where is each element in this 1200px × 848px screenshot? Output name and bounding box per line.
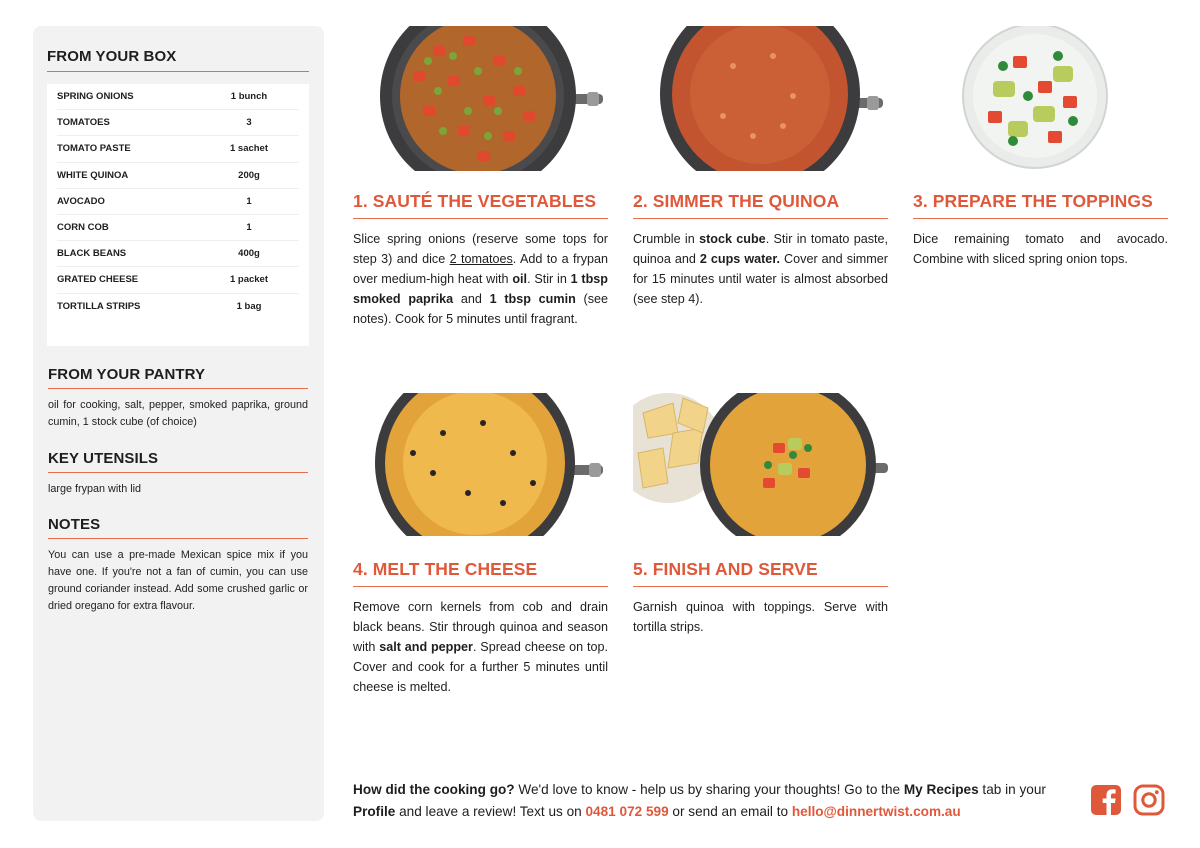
profile-label: Profile [353, 804, 396, 819]
utensils-title: KEY UTENSILS [48, 450, 159, 467]
ingredient-row [57, 136, 299, 162]
instagram-icon[interactable] [1133, 784, 1165, 816]
divider [48, 472, 308, 473]
ingredient-name: TORTILLA STRIPS [57, 301, 141, 313]
ingredient-name: TOMATOES [57, 117, 110, 129]
divider [48, 538, 308, 539]
step-3 [913, 191, 1168, 269]
ingredient-qty: 1 packet [229, 274, 269, 286]
ingredient-qty: 3 [246, 117, 252, 129]
step-5 [633, 559, 888, 637]
divider [633, 218, 888, 219]
step-2 [633, 191, 888, 309]
ingredient-qty: 1 bunch [230, 91, 268, 103]
step-title: 5. FINISH AND SERVE [633, 559, 818, 579]
facebook-icon[interactable] [1090, 784, 1122, 816]
notes-text: You can use a pre-made Mexican spice mix if you have one. If you're not a fan of cumin, you can use ground coriander instead. Add some crushed garlic or dried oregano for extra flavour. [48, 549, 308, 612]
step-text: Garnish quinoa with toppings. Serve with tortilla strips. [633, 600, 888, 634]
feedback-footer: How did the cooking go? We'd love to know - help us by sharing your thoughts! Go to the My Recipes tab in your Profile and leave a review! Text us on 0481 072 599 or send an email to hello@dinnertwist.com.au [353, 782, 1046, 819]
divider [353, 218, 608, 219]
ingredient-qty: 1 [246, 222, 252, 234]
divider [47, 71, 309, 72]
ingredient-name: BLACK BEANS [57, 248, 127, 260]
email-link[interactable]: hello@dinnertwist.com.au [791, 804, 961, 819]
ingredient-row [57, 215, 299, 241]
ingredient-name: WHITE QUINOA [57, 169, 129, 181]
ingredient-row [57, 110, 299, 136]
step-1 [353, 191, 608, 329]
ingredients-sidebar [33, 26, 324, 821]
utensils-section [48, 450, 308, 498]
step-text: Crumble in stock cube. Stir in tomato paste, quinoa and 2 cups water. Cover and simmer for 15 minutes until water is almost absorbed (see step 4). [633, 232, 889, 306]
step-title: 1. SAUTÉ THE VEGETABLES [353, 191, 597, 211]
ingredient-qty: 1 sachet [229, 143, 269, 155]
ingredient-table [47, 84, 309, 346]
utensils-text: large frypan with lid [48, 483, 142, 495]
ingredient-row [57, 241, 299, 267]
saute-vegetables-photo [353, 26, 608, 171]
footer-lead: How did the cooking go? [353, 782, 515, 797]
divider [913, 218, 1168, 219]
ingredient-name: AVOCADO [57, 195, 105, 207]
ingredient-qty: 200g [238, 169, 260, 181]
step-text: Dice remaining tomato and avocado. Combine with sliced spring onion tops. [913, 232, 1168, 266]
divider [633, 586, 888, 587]
ingredient-row [57, 84, 299, 110]
step-title: 2. SIMMER THE QUINOA [633, 191, 840, 211]
pantry-text: oil for cooking, salt, pepper, smoked paprika, ground cumin, 1 stock cube (of choice) [48, 399, 308, 428]
step-title: 4. MELT THE CHEESE [353, 559, 538, 579]
pantry-section [48, 366, 308, 431]
my-recipes-label: My Recipes [903, 782, 979, 797]
ingredient-qty: 1 bag [236, 301, 262, 313]
toppings-bowl-photo [913, 26, 1168, 171]
simmer-quinoa-photo [633, 26, 888, 171]
from-your-box-title: FROM YOUR BOX [47, 48, 177, 65]
ingredient-qty: 400g [238, 248, 260, 260]
finish-serve-photo [633, 393, 888, 536]
ingredient-row [57, 163, 299, 189]
divider [48, 388, 308, 389]
step-title: 3. PREPARE THE TOPPINGS [913, 191, 1153, 211]
step-4 [353, 559, 608, 697]
ingredient-name: CORN COB [57, 222, 109, 234]
ingredient-row [57, 294, 299, 320]
ingredient-name: SPRING ONIONS [57, 91, 134, 103]
step-text: Slice spring onions (reserve some tops for step 3) and dice 2 tomatoes. Add to a frypan over medium-high heat with oil. Stir in 1 tbsp smoked paprika and 1 tbsp cumin (see notes). Cook for 5 minutes until fragrant. [353, 232, 608, 326]
divider [353, 586, 608, 587]
ingredient-name: GRATED CHEESE [57, 274, 139, 286]
melt-cheese-photo [353, 393, 608, 536]
ingredient-row [57, 267, 299, 293]
ingredient-qty: 1 [246, 195, 252, 207]
notes-section [48, 516, 308, 615]
phone-link[interactable]: 0481 072 599 [585, 804, 669, 819]
pantry-title: FROM YOUR PANTRY [48, 366, 206, 383]
ingredient-row [57, 189, 299, 215]
notes-title: NOTES [48, 516, 101, 533]
step-text: Remove corn kernels from cob and drain black beans. Stir through quinoa and season with salt and pepper. Spread cheese on top. Cover and cook for a further 5 minutes until cheese is melted. [353, 600, 609, 694]
ingredient-name: TOMATO PASTE [57, 143, 131, 155]
